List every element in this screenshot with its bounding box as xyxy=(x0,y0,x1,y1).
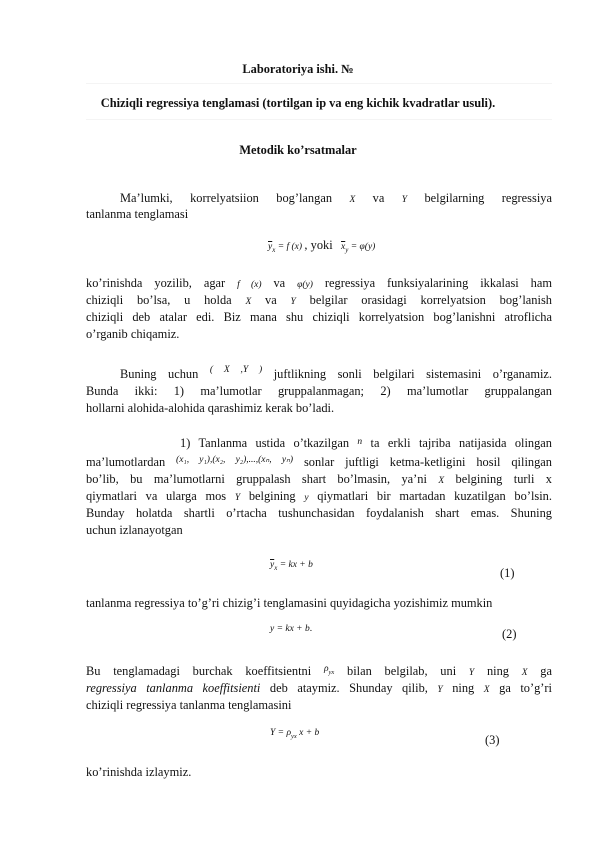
math-symbol: Y xyxy=(234,493,241,503)
text-span: va xyxy=(372,191,385,205)
paragraph-6-line-3: chiziqli regressiya tanlanma tenglamasini xyxy=(86,698,292,712)
paragraph-2-line-2 xyxy=(86,293,552,310)
emphasis-text: regressiya tanlanma koeffitsienti xyxy=(86,681,261,695)
equation-1 xyxy=(270,560,313,572)
equation-3-number: (3) xyxy=(485,733,500,747)
text-span: . xyxy=(309,624,313,634)
text-span: belgining turli x xyxy=(455,472,552,486)
math-expression: f (x) xyxy=(237,280,262,290)
math-symbol: $\overline{x}$ xyxy=(341,242,346,252)
divider xyxy=(86,119,552,120)
math-symbol: X xyxy=(438,476,445,486)
math-expression: = kx + b xyxy=(279,560,313,570)
paragraph-3-line-3: hollarni alohida-alohida qarashimiz kerak bo’ladi. xyxy=(86,401,335,415)
math-symbol: $\overline{y}$ xyxy=(270,560,275,570)
math-symbol: $\overline{y}$ xyxy=(268,242,273,252)
text-span: qiymatlari bir martadan kuzatilgan bo’lsin. xyxy=(317,489,552,503)
text-span: ko’rinishda yozilib, agar xyxy=(86,276,226,290)
math-expression: = φ(y) xyxy=(350,242,376,252)
math-expression: φ(y) xyxy=(297,280,313,290)
math-expression: x + b xyxy=(299,728,320,738)
math-expression: Y = ρ xyxy=(270,728,292,738)
math-symbol: n xyxy=(357,437,363,447)
paragraph-4-line-2 xyxy=(86,455,552,472)
document-title: Laboratoriya ishi. № xyxy=(242,62,354,76)
text-span: ma’lumotlardan xyxy=(86,455,166,469)
text-span: ga to’g’ri xyxy=(499,681,552,695)
text-span: Bu tenglamadagi burchak koeffitsientni xyxy=(86,664,312,678)
math-symbol: ρ xyxy=(323,664,329,674)
math-expression: = f (x) xyxy=(277,242,303,252)
text-span: ning xyxy=(486,664,509,678)
paragraph-4-line-5: Bunday holatda shartli o’rtacha tushunchasidan foydalanish shart emas. Shuning xyxy=(86,506,552,520)
equation-2-number: (2) xyxy=(502,627,517,641)
equation-3 xyxy=(270,728,319,740)
math-symbol: X xyxy=(483,685,490,695)
paragraph-2-line-3: chiziqli deb atalar edi. Biz mana shu chiziqli korrelyatsion bog’lanishni atroflicha xyxy=(86,310,552,324)
text-span: ga xyxy=(540,664,552,678)
text-span: , yoki xyxy=(304,238,333,252)
math-expression: y = kx + b xyxy=(270,624,310,634)
paragraph-5-line-1: tanlanma regressiya to’g’ri chizig’i tenglamasini quyidagicha yozishimiz mumkin xyxy=(86,596,493,610)
text-span: Buning uchun xyxy=(120,367,199,381)
text-span: bilan belgilab, uni xyxy=(347,664,457,678)
text-span: bo’lib, bu ma’lumotlarni gruppalash shart bo’lmasin, ya’ni xyxy=(86,472,427,486)
paragraph-4-line-1 xyxy=(180,436,552,453)
math-subscript: x xyxy=(272,245,276,254)
text-span: deb ataymiz. Shunday qilib, xyxy=(269,681,428,695)
math-symbol: X xyxy=(245,297,252,307)
paragraph-6-line-2 xyxy=(86,681,552,698)
text-span: juftlikning sonli belgilari sistemasini o’rganamiz. xyxy=(273,367,552,381)
math-symbol: Y xyxy=(290,297,296,307)
equation-2 xyxy=(270,624,312,634)
document-subtitle: Chiziqli regressiya tenglamasi (tortilgan ip va eng kichik kvadratlar usuli). xyxy=(100,96,496,110)
section-heading: Metodik ko’rsatmalar xyxy=(239,143,357,157)
text-span: 1) Tanlanma ustida o’tkazilgan xyxy=(180,436,350,450)
text-span: chiziqli bo’lsa, u holda xyxy=(86,293,232,307)
paragraph-4-line-4 xyxy=(86,489,552,506)
equation-1-number: (1) xyxy=(500,566,515,580)
text-span: belgilar orasidagi korrelyatsion bog’lanish xyxy=(309,293,552,307)
paragraph-3-line-2: Bunda ikki: 1) ma’lumotlar gruppalanmagan; 2) ma’lumotlar gruppalangan xyxy=(86,384,552,398)
text-span: sonlar juftligi ketma-ketligini hosil qilingan xyxy=(303,455,552,469)
math-subscript: yx xyxy=(291,732,297,740)
divider xyxy=(86,83,552,84)
text-span: belgilarning regressiya xyxy=(424,191,552,205)
text-span: regressiya funksiyalarining ikkalasi ham xyxy=(324,276,553,290)
math-subscript: yx xyxy=(328,668,335,676)
math-expression: (x₁, y₁),(x₂, y₂),...,(xₙ, yₙ) xyxy=(176,455,294,465)
paragraph-7-line-1: ko’rinishda izlaymiz. xyxy=(86,765,192,779)
text-span: ning xyxy=(452,681,475,695)
text-span: qiymatlari va ularga mos xyxy=(86,489,227,503)
paragraph-1-line-2: tanlanma tenglamasi xyxy=(86,207,189,221)
paragraph-1-line-1 xyxy=(120,191,552,208)
math-symbol: y xyxy=(304,493,309,503)
math-symbol: X xyxy=(349,195,356,205)
paragraph-2-line-1 xyxy=(86,276,552,293)
math-symbol: Y xyxy=(468,668,475,678)
math-subscript: x xyxy=(274,563,278,572)
text-span: Ma’lumki, xyxy=(120,191,173,205)
text-span: va xyxy=(265,293,277,307)
math-expression: ( X ,Y ) xyxy=(209,365,263,375)
paragraph-4-line-6: uchun izlanayotgan xyxy=(86,523,183,537)
math-symbol: Y xyxy=(437,685,443,695)
text-span: belgining xyxy=(248,489,296,503)
paragraph-4-line-3 xyxy=(86,472,552,489)
text-span: va xyxy=(273,276,286,290)
paragraph-3-line-1 xyxy=(120,367,552,384)
math-symbol: X xyxy=(521,668,528,678)
regression-equation-pair xyxy=(268,238,375,254)
math-symbol: Y xyxy=(401,195,408,205)
paragraph-2-line-4: o’rganib chiqamiz. xyxy=(86,327,180,341)
math-subscript: y xyxy=(345,245,349,254)
text-span: ta erkli tajriba natijasida olingan xyxy=(370,436,552,450)
text-span: korrelyatsiion bog’langan xyxy=(190,191,333,205)
